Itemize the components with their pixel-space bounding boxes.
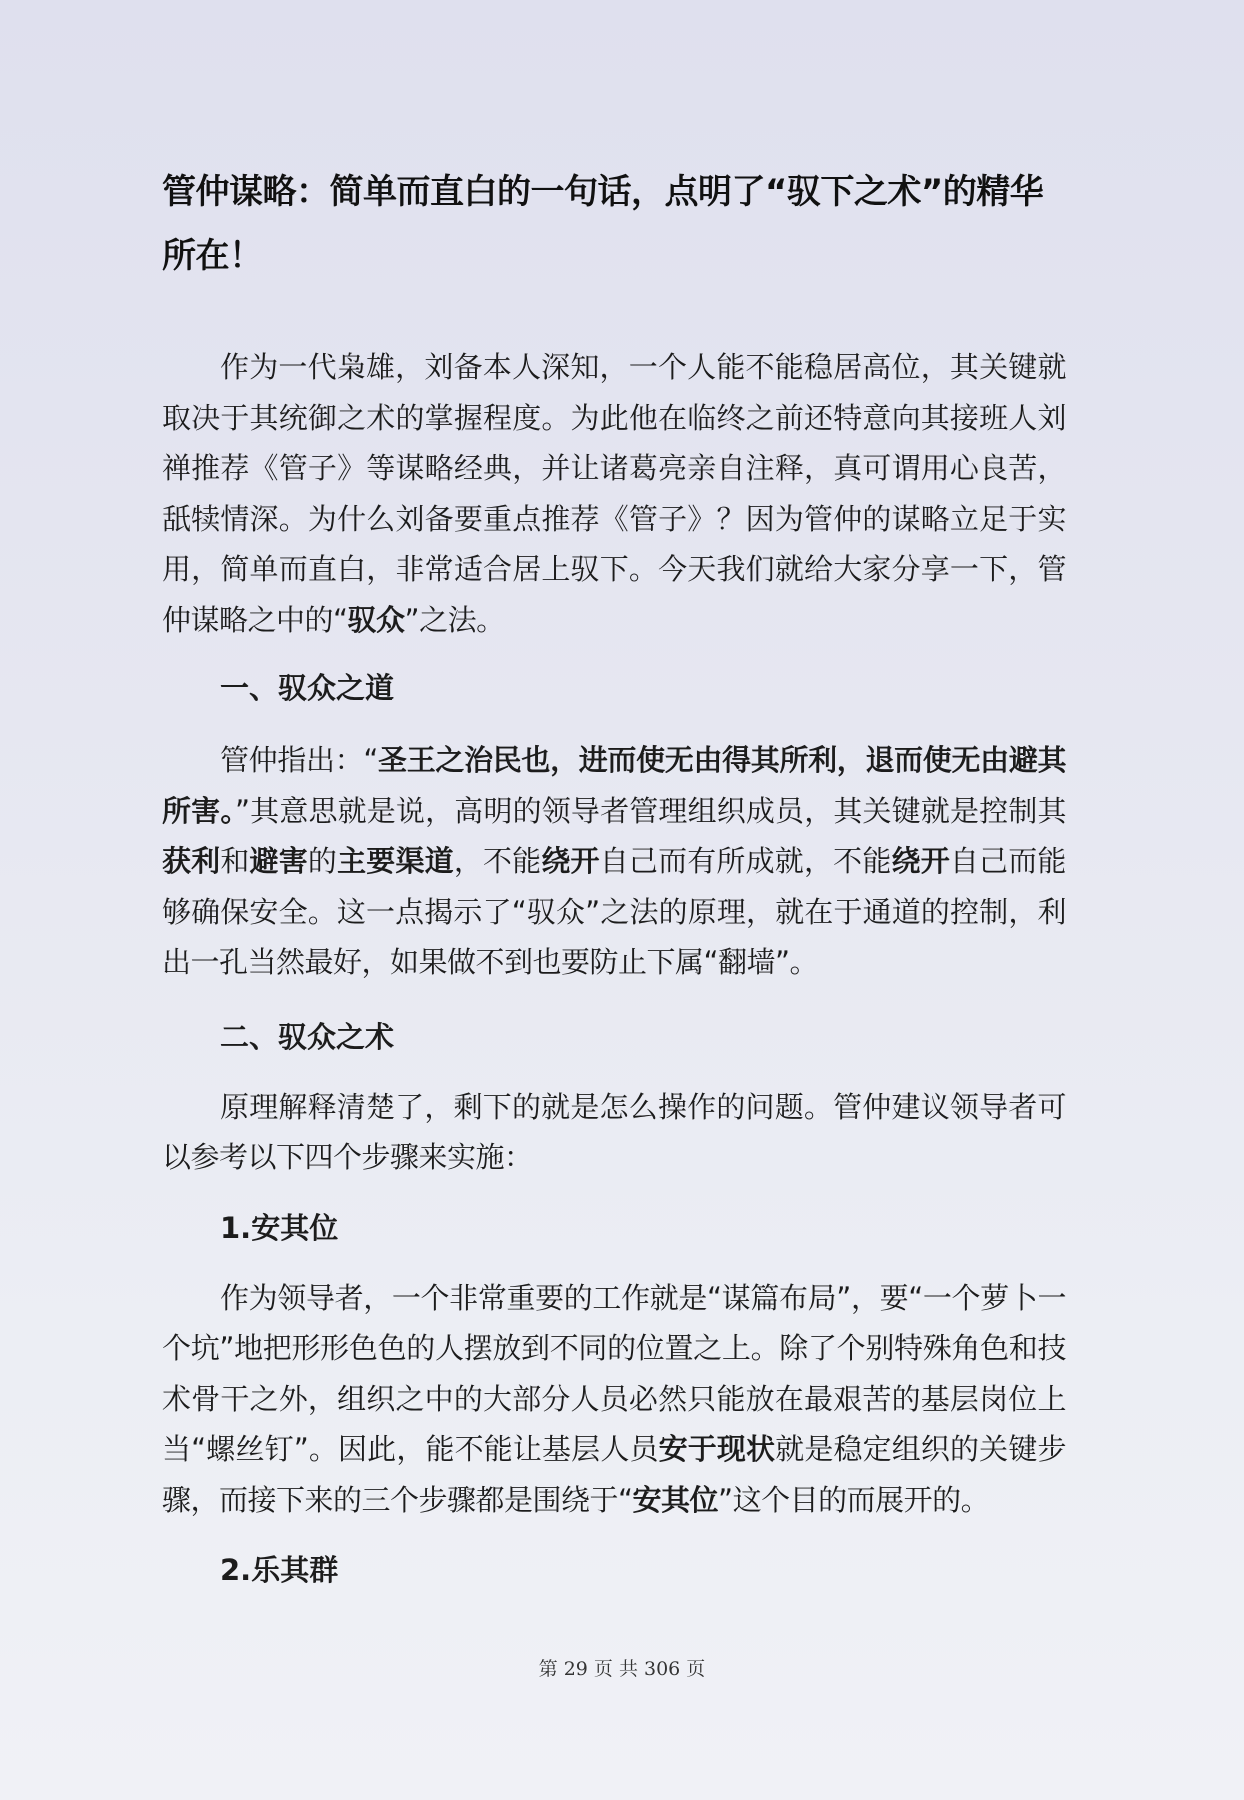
document-page [162,160,1066,1595]
text: 作为一代枭雄，刘备本人深知，一个人能不能稳居高位，其关键就取决于其统御之术的掌握程度。为此他在临终之前还特意向其接班人刘禅推荐《管子》等谋略经典，并让诸葛亮亲自注释，真可谓用心良苦，舐犊情深。为什么刘备要重点推荐《管子》？因为管仲的谋略立足于实用，简单而直白，非常适合居上驭下。今天我们就给大家分享一下，管仲谋略之中的“ [162,350,1066,637]
bold-text: 绕开 [541,844,600,878]
bold-text: 安其位 [632,1482,719,1517]
text: ”这个目的而展开的。 [718,1482,990,1517]
bold-quote: 圣王之治民也，进而使无由得其所利，退而使无由避其所害。 [162,743,1066,828]
bold-text: 驭众 [347,602,405,637]
text: 自己而有所成就，不能 [599,844,892,878]
bold-text: 避害 [249,844,308,878]
text: ”其意思就是说，高明的领导者管理组织成员，其关键就是控制其 [234,793,1066,828]
page-number-footer: 第 29 页 共 306 页 [538,1658,706,1680]
bold-text: 获利 [162,844,221,878]
section-heading-1: 一、驭众之道 [220,671,395,705]
subsection-heading-1: 1.安其位 [220,1210,339,1245]
section-heading-2: 二、驭众之术 [220,1019,395,1054]
text: 的 [307,844,338,878]
bold-text: 绕开 [891,844,950,878]
article-title: 管仲谋略：简单而直白的一句话，点明了“驭下之术”的精华所在！ [162,172,1044,276]
text: 管仲指出：“ [220,743,378,777]
subsection-heading-2: 2.乐其群 [220,1553,339,1587]
text: ，不能 [453,844,542,878]
paragraph-principle [162,735,1066,988]
text: 和 [220,844,250,878]
text: ”之法。 [404,602,505,637]
paragraph-position [162,1273,1066,1526]
bold-text: 安于现状 [658,1432,776,1466]
text: 作为领导者，一个非常重要的工作就是“谋篇布局”，要“一个萝卜一个坑”地把形形色色的人摆放到不同的位置之上。除了个别特殊角色和技术骨干之外，组织之中的大部分人员必然只能放在最艰苦的基层岗位上当“螺丝钉”。因此，能不能让基层人员 [162,1280,1066,1466]
text: 就是稳定组织的关键步骤，而接下来的三个步骤都是围绕于“ [162,1432,1066,1517]
bold-text: 主要渠道 [337,844,454,878]
paragraph-steps-intro: 原理解释清楚了，剩下的就是怎么操作的问题。管仲建议领导者可以参考以下四个步骤来实施： [162,1089,1066,1174]
text: 自己而能够确保安全。这一点揭示了“驭众”之法的原理，就在于通道的控制，利出一孔当然最好，如果做不到也要防止下属“翻墙”。 [162,844,1066,979]
paragraph-intro [162,342,1066,645]
